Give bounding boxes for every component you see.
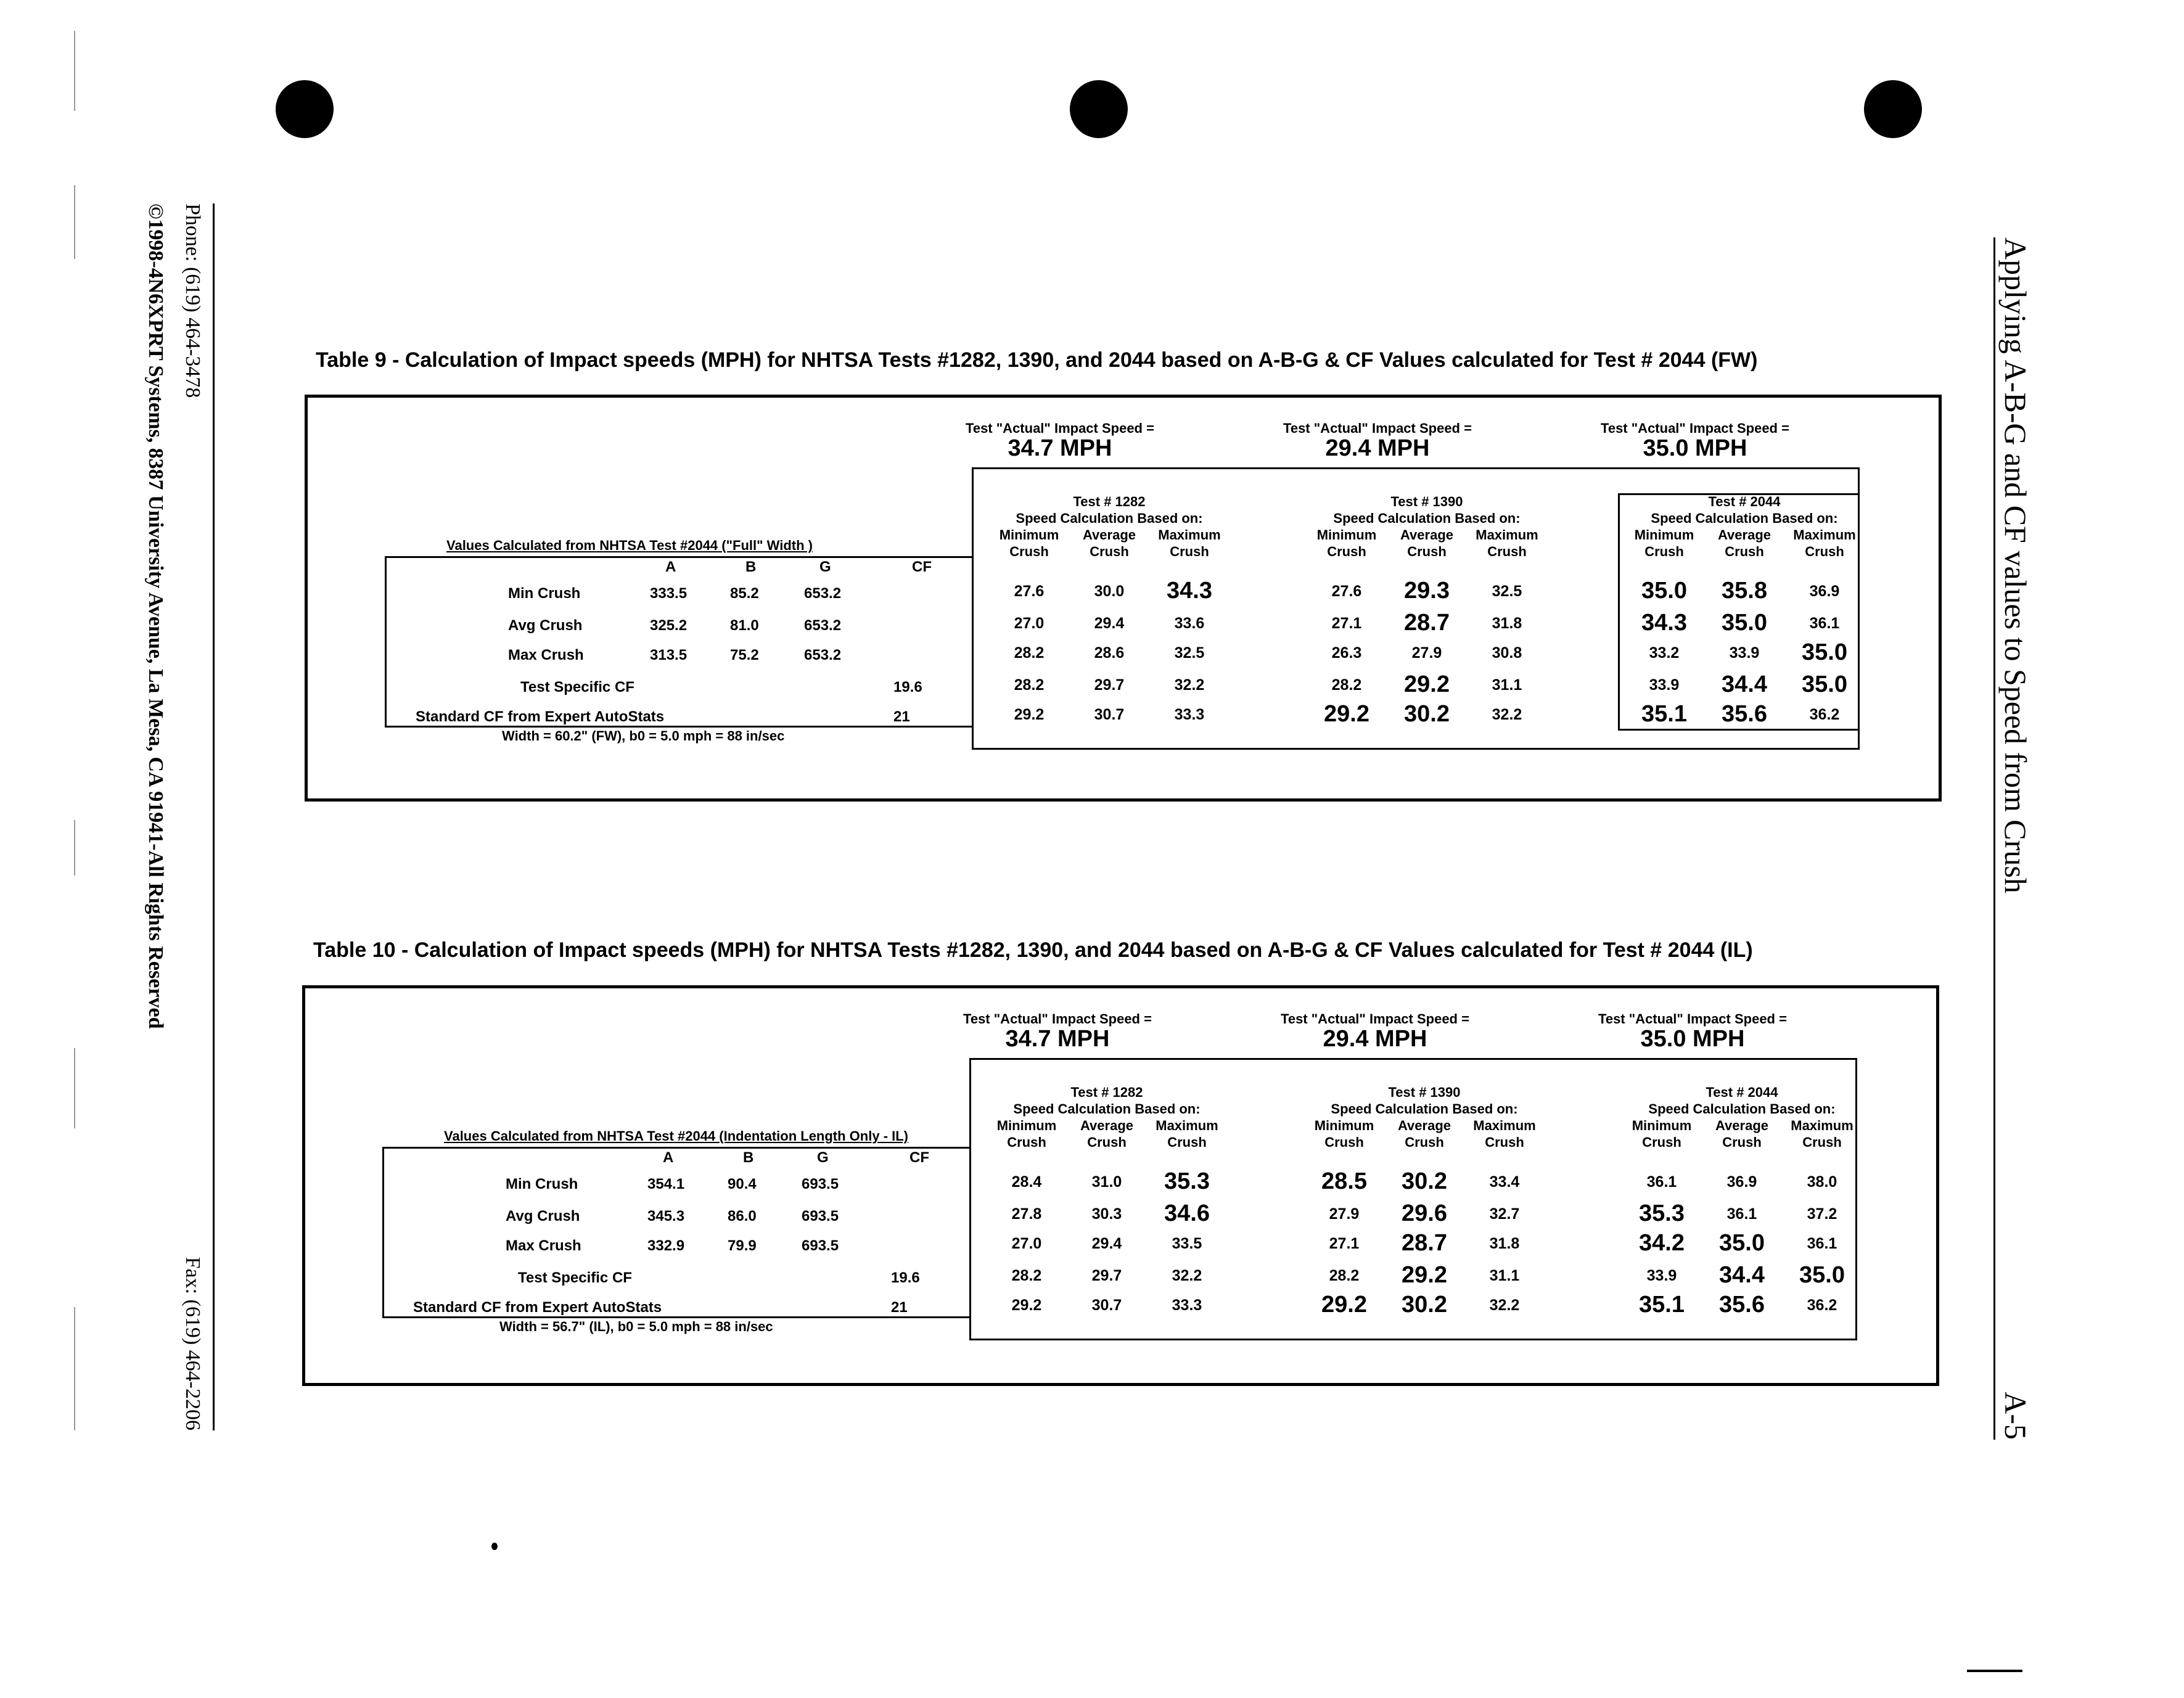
- crush-column-head: Maximum Crush: [1158, 527, 1221, 559]
- speed-value: 33.6: [1174, 615, 1205, 632]
- cf-value: 653.2: [804, 585, 842, 602]
- speed-value: 30.8: [1492, 644, 1522, 662]
- speed-value: 29.6: [1402, 1200, 1447, 1226]
- cf-row-label: Test Specific CF: [520, 679, 634, 695]
- crush-column-heads: [1307, 527, 1547, 560]
- speed-value: 36.1: [1726, 1205, 1757, 1223]
- speed-value: 27.6: [1331, 583, 1362, 600]
- scan-mark: [74, 185, 75, 259]
- actual-speed-value: 34.7 MPH: [1005, 1026, 1110, 1052]
- speed-value: 31.0: [1091, 1173, 1122, 1191]
- actual-speed-value: 35.0 MPH: [1643, 435, 1747, 461]
- cf-value: 325.2: [650, 617, 688, 634]
- abg-column-head: B: [745, 559, 757, 575]
- speed-value: 32.2: [1492, 706, 1522, 723]
- actual-speed-header: [1242, 420, 1513, 462]
- speed-value: 35.0: [1799, 1262, 1845, 1288]
- speed-value: 36.2: [1807, 1297, 1837, 1314]
- test-number-label: Test # 1282: [1073, 494, 1146, 509]
- speed-value: 35.1: [1639, 1292, 1685, 1318]
- speed-value: 34.4: [1722, 671, 1767, 697]
- speed-value: 30.2: [1402, 1168, 1447, 1194]
- speed-value: 27.0: [1011, 1235, 1042, 1252]
- stray-dot: [491, 1543, 498, 1550]
- crush-column-head: Average Crush: [1397, 1118, 1451, 1150]
- cf-value: 354.1: [647, 1176, 685, 1192]
- crush-column-head: Minimum Crush: [1632, 1118, 1692, 1150]
- speed-value: 29.2: [1324, 701, 1369, 727]
- cf-row-label: Min Crush: [508, 585, 581, 602]
- speed-value: 30.2: [1402, 1292, 1447, 1318]
- footer-phone: Phone: (619) 464-3478: [181, 203, 204, 398]
- speed-value: 28.4: [1011, 1173, 1042, 1191]
- speed-value: 32.2: [1174, 676, 1205, 694]
- speed-value: 34.6: [1164, 1200, 1210, 1226]
- speed-value: 38.0: [1807, 1173, 1837, 1191]
- speed-value: 29.2: [1011, 1297, 1042, 1314]
- speed-value: 33.4: [1489, 1173, 1520, 1191]
- crush-column-head: Maximum Crush: [1156, 1118, 1218, 1150]
- crush-column-head: Maximum Crush: [1473, 1118, 1536, 1150]
- speed-value: 34.3: [1641, 610, 1687, 636]
- speed-value: 27.9: [1329, 1205, 1360, 1223]
- speed-calc-label: Speed Calculation Based on:: [1013, 1101, 1201, 1117]
- speed-value: 33.5: [1172, 1235, 1202, 1252]
- abg-column-head: A: [663, 1149, 674, 1166]
- speed-value: 34.2: [1639, 1230, 1685, 1256]
- crush-column-head: Minimum Crush: [1314, 1118, 1374, 1150]
- abg-column-head: B: [743, 1149, 754, 1166]
- page-number: A-5: [1998, 1392, 2033, 1440]
- crush-column-head: Minimum Crush: [996, 1118, 1057, 1150]
- actual-speed-label: Test "Actual" Impact Speed =: [1283, 420, 1472, 436]
- scan-mark: [74, 820, 75, 876]
- test-number-label: Test # 1390: [1390, 494, 1463, 509]
- cf-row-label: Min Crush: [506, 1176, 578, 1192]
- cf-value: 693.5: [802, 1237, 839, 1254]
- test-column-header: [987, 1084, 1227, 1150]
- speed-value: 34.3: [1167, 578, 1212, 604]
- speed-value: 36.1: [1809, 615, 1840, 632]
- speed-value: 31.8: [1489, 1235, 1520, 1252]
- speed-value: 36.1: [1646, 1173, 1677, 1191]
- speed-value: 35.0: [1719, 1230, 1765, 1256]
- crush-column-head: Minimum Crush: [1634, 527, 1694, 559]
- speed-value: 35.3: [1639, 1200, 1685, 1226]
- speed-value: 32.5: [1174, 644, 1205, 662]
- punch-hole-left: [276, 80, 334, 138]
- abg-column-head: G: [819, 559, 831, 575]
- test-number-label: Test # 2044: [1708, 494, 1781, 509]
- speed-value: 33.3: [1174, 706, 1205, 723]
- speed-value: 29.2: [1402, 1262, 1447, 1288]
- speed-value: 27.8: [1011, 1205, 1042, 1223]
- speed-value: 35.0: [1722, 610, 1767, 636]
- actual-speed-header: [1239, 1011, 1511, 1052]
- cf-value: 345.3: [647, 1208, 685, 1224]
- actual-speed-label: Test "Actual" Impact Speed =: [966, 420, 1154, 436]
- cf-row-label: Avg Crush: [508, 617, 583, 634]
- speed-value: 28.7: [1404, 610, 1450, 636]
- speed-value: 29.4: [1094, 615, 1125, 632]
- speed-value: 35.0: [1802, 671, 1847, 697]
- abg-column-head: G: [817, 1149, 829, 1166]
- cf-value: 86.0: [728, 1208, 757, 1224]
- cf-row-label: Test Specific CF: [518, 1269, 632, 1286]
- speed-value: 35.8: [1722, 578, 1767, 604]
- cf-value: 653.2: [804, 647, 842, 663]
- footer-phone-line: [181, 203, 204, 1430]
- corner-dash: [1967, 1670, 2022, 1672]
- crush-column-head: Maximum Crush: [1476, 527, 1538, 559]
- running-header: [1993, 237, 2034, 1440]
- speed-value: 29.2: [1321, 1292, 1367, 1318]
- test-column-header: [1622, 1084, 1862, 1150]
- crush-column-head: Average Crush: [1080, 1118, 1133, 1150]
- actual-speed-value: 29.4 MPH: [1325, 435, 1430, 461]
- footer-block: [144, 203, 204, 1430]
- speed-value: 27.0: [1014, 615, 1045, 632]
- speed-value: 33.9: [1646, 1267, 1677, 1284]
- test-column-header: [1304, 1084, 1545, 1150]
- speed-value: 29.2: [1404, 671, 1450, 697]
- speed-value: 31.8: [1492, 615, 1522, 632]
- actual-speed-value: 35.0 MPH: [1640, 1026, 1745, 1052]
- speed-value: 28.6: [1094, 644, 1125, 662]
- cf-row-label: Avg Crush: [506, 1208, 580, 1224]
- cf-value: 85.2: [730, 585, 759, 602]
- test-number-label: Test # 1282: [1070, 1085, 1143, 1100]
- speed-calc-label: Speed Calculation Based on:: [1648, 1101, 1836, 1117]
- speed-value: 29.3: [1404, 578, 1450, 604]
- speed-value: 33.9: [1649, 676, 1680, 694]
- punch-hole-right: [1864, 80, 1922, 138]
- cf-value: 19.6: [893, 679, 922, 695]
- speed-value: 35.1: [1641, 701, 1687, 727]
- speed-calc-label: Speed Calculation Based on:: [1016, 511, 1203, 526]
- actual-speed-value: 29.4 MPH: [1323, 1026, 1427, 1052]
- speed-value: 28.2: [1014, 676, 1045, 694]
- abg-column-head: CF: [912, 559, 932, 575]
- speed-value: 35.3: [1164, 1168, 1210, 1194]
- scan-mark: [74, 1048, 75, 1128]
- crush-column-head: Average Crush: [1717, 527, 1771, 559]
- abg-column-head: A: [665, 559, 676, 575]
- table-title: Table 9 - Calculation of Impact speeds (MPH) for NHTSA Tests #1282, 1390, and 2044 based on A-B-G & CF Values calculated for Test # 2044 (FW): [316, 348, 1758, 372]
- table-title: Table 10 - Calculation of Impact speeds (MPH) for NHTSA Tests #1282, 1390, and 2044 based on A-B-G & CF Values calculated for Test # 2044 (IL): [313, 938, 1753, 962]
- scan-mark: [74, 31, 75, 111]
- actual-speed-header: [1557, 1011, 1828, 1052]
- crush-column-head: Minimum Crush: [999, 527, 1059, 559]
- cf-row-label: Standard CF from Expert AutoStats: [413, 1299, 662, 1316]
- speed-value: 27.1: [1331, 615, 1362, 632]
- cf-value: 21: [891, 1299, 908, 1316]
- cf-values-box: [382, 1147, 969, 1318]
- speed-value: 28.2: [1011, 1267, 1042, 1284]
- crush-column-head: Maximum Crush: [1793, 527, 1856, 559]
- speed-value: 35.6: [1719, 1292, 1765, 1318]
- crush-column-heads: [987, 1117, 1227, 1150]
- speed-value: 27.9: [1411, 644, 1442, 662]
- cf-value: 79.9: [728, 1237, 757, 1254]
- crush-column-head: Minimum Crush: [1316, 527, 1377, 559]
- cf-value: 333.5: [650, 585, 688, 602]
- crush-column-heads: [1304, 1117, 1545, 1150]
- cf-row-label: Max Crush: [506, 1237, 581, 1254]
- actual-speed-label: Test "Actual" Impact Speed =: [963, 1011, 1152, 1027]
- crush-column-heads: [1622, 1117, 1862, 1150]
- footer-fax: Fax: (619) 464-2206: [181, 1257, 204, 1430]
- cf-value: 19.6: [891, 1269, 920, 1286]
- speed-value: 36.1: [1807, 1235, 1837, 1252]
- speed-value: 32.2: [1489, 1297, 1520, 1314]
- speed-value: 26.3: [1331, 644, 1362, 662]
- crush-column-head: Maximum Crush: [1791, 1118, 1854, 1150]
- speed-value: 30.7: [1091, 1297, 1122, 1314]
- speed-value: 27.6: [1014, 583, 1045, 600]
- speed-value: 33.3: [1172, 1297, 1202, 1314]
- speed-calc-label: Speed Calculation Based on:: [1651, 511, 1838, 526]
- speed-value: 35.0: [1641, 578, 1687, 604]
- cf-value: 90.4: [728, 1176, 757, 1192]
- cf-row-label: Max Crush: [508, 647, 584, 663]
- width-note: Width = 60.2" (FW), b0 = 5.0 mph = 88 in/sec: [502, 728, 785, 744]
- header-title: Applying A-B-G and CF values to Speed from Crush: [1998, 237, 2033, 893]
- speed-value: 35.0: [1802, 639, 1847, 665]
- punch-hole-center: [1070, 80, 1128, 138]
- speed-value: 31.1: [1489, 1267, 1520, 1284]
- speed-calc-label: Speed Calculation Based on:: [1331, 1101, 1518, 1117]
- cf-value: 81.0: [730, 617, 759, 634]
- speed-value: 33.9: [1729, 644, 1760, 662]
- actual-speed-label: Test "Actual" Impact Speed =: [1281, 1011, 1469, 1027]
- actual-speed-label: Test "Actual" Impact Speed =: [1598, 1011, 1787, 1027]
- speed-value: 28.2: [1014, 644, 1045, 662]
- cf-value: 693.5: [802, 1208, 839, 1224]
- cf-value: 332.9: [647, 1237, 685, 1254]
- speed-value: 28.5: [1321, 1168, 1367, 1194]
- speed-value: 32.7: [1489, 1205, 1520, 1223]
- speed-value: 29.7: [1091, 1267, 1122, 1284]
- speed-value: 37.2: [1807, 1205, 1837, 1223]
- speed-value: 29.4: [1091, 1235, 1122, 1252]
- abg-column-head: CF: [909, 1149, 929, 1166]
- crush-column-head: Average Crush: [1400, 527, 1453, 559]
- actual-speed-value: 34.7 MPH: [1008, 435, 1112, 461]
- cf-values-box: [385, 556, 972, 728]
- crush-column-head: Average Crush: [1715, 1118, 1768, 1150]
- speed-value: 31.1: [1492, 676, 1522, 694]
- speed-calc-label: Speed Calculation Based on:: [1333, 511, 1521, 526]
- test-number-label: Test # 1390: [1388, 1085, 1461, 1100]
- test-column-header: [989, 493, 1230, 560]
- speed-value: 28.7: [1402, 1230, 1447, 1256]
- speed-value: 30.0: [1094, 583, 1125, 600]
- speed-value: 29.7: [1094, 676, 1125, 694]
- speed-value: 36.9: [1726, 1173, 1757, 1191]
- actual-speed-header: [924, 420, 1196, 462]
- cf-value: 693.5: [802, 1176, 839, 1192]
- cf-value: 653.2: [804, 617, 842, 634]
- speed-value: 35.6: [1722, 701, 1767, 727]
- crush-column-heads: [989, 527, 1230, 560]
- speed-value: 29.2: [1014, 706, 1045, 723]
- cf-value: 21: [893, 708, 910, 725]
- test-number-label: Test # 2044: [1706, 1085, 1778, 1100]
- speed-value: 30.2: [1404, 701, 1450, 727]
- footer-rule: [213, 203, 215, 1430]
- width-note: Width = 56.7" (IL), b0 = 5.0 mph = 88 in/sec: [499, 1319, 773, 1334]
- scan-mark: [74, 1307, 75, 1430]
- speed-value: 36.2: [1809, 706, 1840, 723]
- test-column-header: [1307, 493, 1547, 560]
- speed-value: 27.1: [1329, 1235, 1360, 1252]
- actual-speed-header: [922, 1011, 1193, 1052]
- crush-column-heads: [1624, 527, 1865, 560]
- test-column-header: [1624, 493, 1865, 560]
- speed-value: 34.4: [1719, 1262, 1765, 1288]
- cf-values-caption: Values Calculated from NHTSA Test #2044 ("Full" Width ): [446, 538, 813, 553]
- speed-value: 32.2: [1172, 1267, 1202, 1284]
- cf-values-caption: Values Calculated from NHTSA Test #2044 (Indentation Length Only - IL): [444, 1128, 909, 1144]
- cf-value: 75.2: [730, 647, 759, 663]
- cf-value: 313.5: [650, 647, 688, 663]
- speed-value: 32.5: [1492, 583, 1522, 600]
- actual-speed-label: Test "Actual" Impact Speed =: [1601, 420, 1789, 436]
- speed-value: 30.3: [1091, 1205, 1122, 1223]
- speed-value: 33.2: [1649, 644, 1680, 662]
- cf-row-label: Standard CF from Expert AutoStats: [416, 708, 665, 725]
- speed-value: 28.2: [1329, 1267, 1360, 1284]
- actual-speed-header: [1559, 420, 1831, 462]
- crush-column-head: Average Crush: [1082, 527, 1136, 559]
- footer-copyright: ©1998-4N6XPRT Systems, 8387 University Avenue, La Mesa, CA 91941-All Rights Reserved: [144, 203, 167, 1029]
- speed-value: 28.2: [1331, 676, 1362, 694]
- speed-value: 30.7: [1094, 706, 1125, 723]
- speed-value: 36.9: [1809, 583, 1840, 600]
